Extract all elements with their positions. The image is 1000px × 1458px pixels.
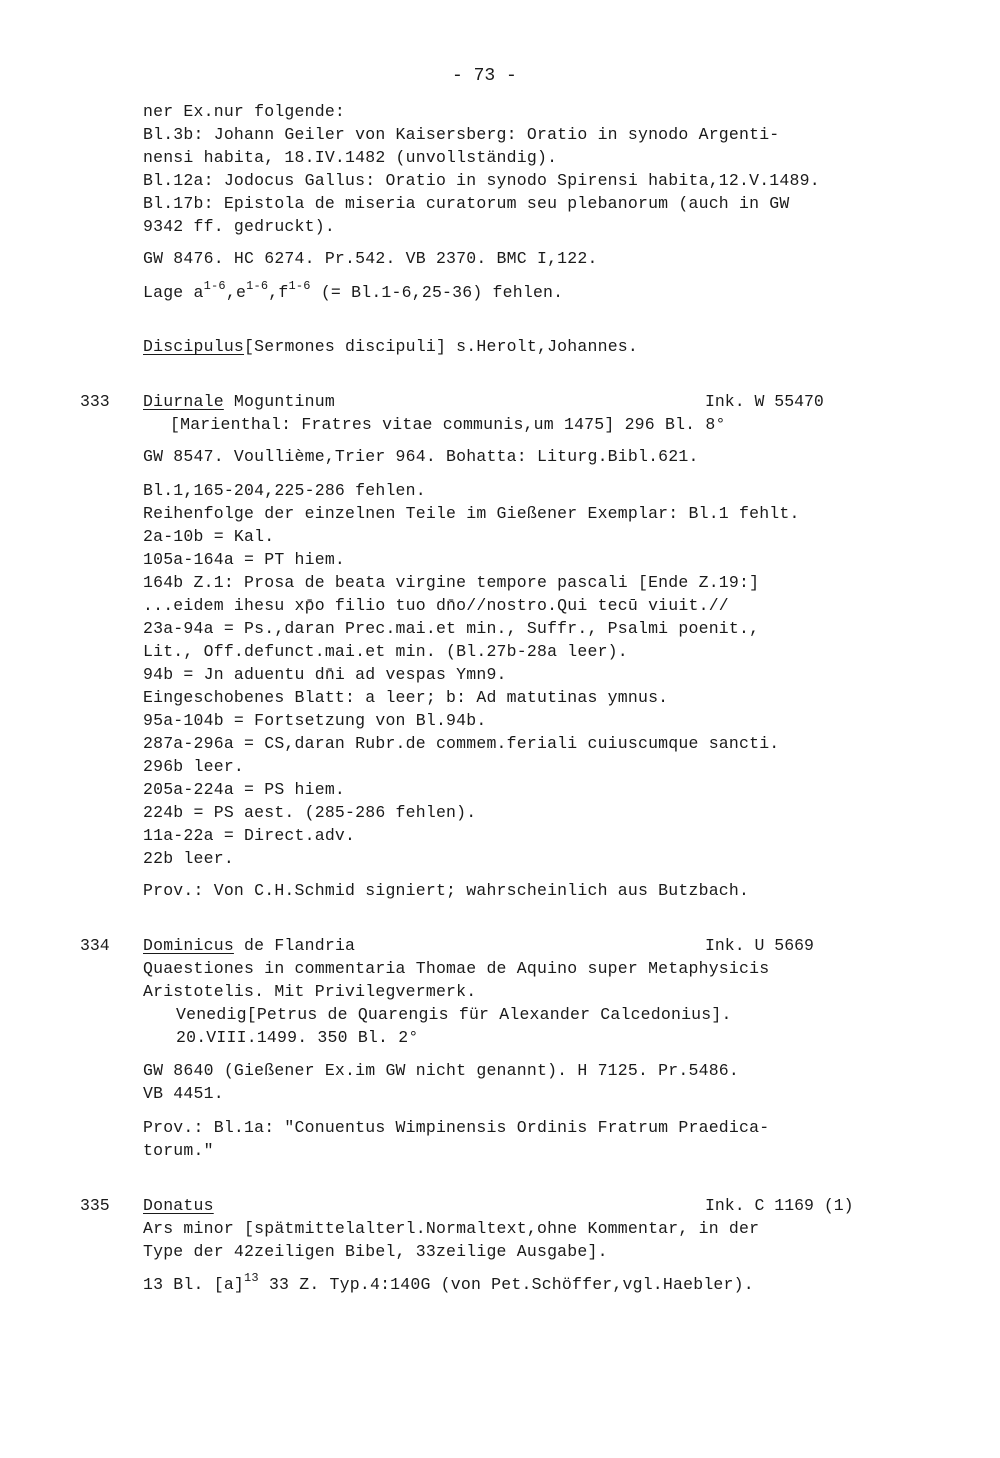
text-line: 22b leer. (143, 849, 234, 868)
superscript: 13 (244, 1270, 259, 1285)
shelfmark: Ink. U 5669 (705, 936, 814, 955)
text-line: GW 8547. Voullième,Trier 964. Bohatta: Liturg.Bibl.621. (143, 447, 699, 466)
text-fragment: (= Bl.1-6,25-36) fehlen. (310, 283, 564, 302)
provenance-line: Prov.: Bl.1a: "Conuentus Wimpinensis Ordinis Fratrum Praedica- (143, 1118, 770, 1137)
entry-heading: Discipulus (143, 337, 245, 356)
text-line: 164b Z.1: Prosa de beata virgine tempore pascali [Ende Z.19:] (143, 573, 760, 592)
text-line: Quaestiones in commentaria Thomae de Aquino super Metaphysicis (143, 959, 770, 978)
shelfmark: Ink. W 55470 (705, 392, 824, 411)
text-line: Venedig[Petrus de Quarengis für Alexander Calcedonius]. (176, 1005, 732, 1024)
text-line: 205a-224a = PS hiem. (143, 780, 346, 799)
text-line: 23a-94a = Ps.,daran Prec.mai.et min., Suffr., Psalmi poenit., (143, 619, 760, 638)
page-number: - 73 - (452, 66, 517, 86)
text-fragment: 33 Z. Typ.4:140G (von Pet.Schöffer,vgl.Haebler). (258, 1275, 754, 1294)
text-line: 287a-296a = CS,daran Rubr.de commem.feriali cuiuscumque sancti. (143, 734, 780, 753)
text-line: 95a-104b = Fortsetzung von Bl.94b. (143, 711, 487, 730)
entry-title-line (143, 1195, 214, 1217)
superscript: 1-6 (288, 278, 311, 293)
text-line: 296b leer. (143, 757, 245, 776)
entry-number: 335 (80, 1196, 110, 1215)
text-line: Eingeschobenes Blatt: a leer; b: Ad matutinas ymnus. (143, 688, 669, 707)
text-line: 224b = PS aest. (285-286 fehlen). (143, 803, 477, 822)
text-fragment: [Sermones discipuli] s.Herolt,Johannes. (244, 337, 638, 356)
text-line: Bl.17b: Epistola de miseria curatorum seu plebanorum (auch in GW (143, 194, 790, 213)
entry-heading: Donatus (143, 1196, 214, 1215)
collation-line (143, 1270, 754, 1296)
shelfmark: Ink. C 1169 (1) (705, 1196, 854, 1215)
cross-reference-line (143, 336, 638, 358)
text-line: Bl.1,165-204,225-286 fehlen. (143, 481, 426, 500)
text-line: 105a-164a = PT hiem. (143, 550, 346, 569)
text-line: VB 4451. (143, 1084, 224, 1103)
text-line: Type der 42zeiligen Bibel, 33zeilige Ausgabe]. (143, 1242, 608, 1261)
provenance-line: Prov.: Von C.H.Schmid signiert; wahrscheinlich aus Butzbach. (143, 881, 750, 900)
text-line: [Marienthal: Fratres vitae communis,um 1475] 296 Bl. 8° (170, 415, 726, 434)
text-fragment: Moguntinum (223, 392, 335, 411)
text-fragment: ,f (268, 283, 289, 302)
entry-number: 334 (80, 936, 110, 955)
text-fragment: Lage a (143, 283, 204, 302)
text-line: Reihenfolge der einzelnen Teile im Gießener Exemplar: Bl.1 fehlt. (143, 504, 800, 523)
text-line: 20.VIII.1499. 350 Bl. 2° (176, 1028, 419, 1047)
text-line: Aristotelis. Mit Privilegvermerk. (143, 982, 477, 1001)
superscript: 1-6 (246, 278, 269, 293)
text-line: 9342 ff. gedruckt). (143, 217, 335, 236)
entry-title-line (143, 391, 335, 413)
entry-number: 333 (80, 392, 110, 411)
entry-heading: Diurnale (143, 392, 224, 411)
entry-title-line (143, 935, 355, 957)
text-line: 2a-10b = Kal. (143, 527, 275, 546)
text-line: Bl.3b: Johann Geiler von Kaisersberg: Oratio in synodo Argenti- (143, 125, 780, 144)
text-line: nensi habita, 18.IV.1482 (unvollständig). (143, 148, 558, 167)
text-line: Lit., Off.defunct.mai.et min. (Bl.27b-28a leer). (143, 642, 628, 661)
text-fragment: ,e (225, 283, 247, 302)
text-line: GW 8476. HC 6274. Pr.542. VB 2370. BMC I,122. (143, 249, 598, 268)
entry-heading: Dominicus (143, 936, 234, 955)
text-line: Bl.12a: Jodocus Gallus: Oratio in synodo Spirensi habita,12.V.1489. (143, 171, 820, 190)
text-fragment: de Flandria (233, 936, 356, 955)
text-line: 94b = Jn aduentu dn̄i ad vespas Ymn9. (143, 665, 507, 684)
text-fragment: 13 Bl. [a] (143, 1275, 245, 1294)
text-line: ner Ex.nur folgende: (143, 102, 346, 121)
text-line: Ars minor [spätmittelalterl.Normaltext,ohne Kommentar, in der (143, 1219, 760, 1238)
superscript: 1-6 (203, 278, 226, 293)
text-line: GW 8640 (Gießener Ex.im GW nicht genannt). H 7125. Pr.5486. (143, 1061, 739, 1080)
collation-line (143, 278, 564, 304)
text-line: 11a-22a = Direct.adv. (143, 826, 356, 845)
text-line: torum." (143, 1141, 214, 1160)
text-line: ...eidem ihesu xp̄o filio tuo dn̄o//nostro.Qui tecū viuit.// (143, 596, 729, 615)
